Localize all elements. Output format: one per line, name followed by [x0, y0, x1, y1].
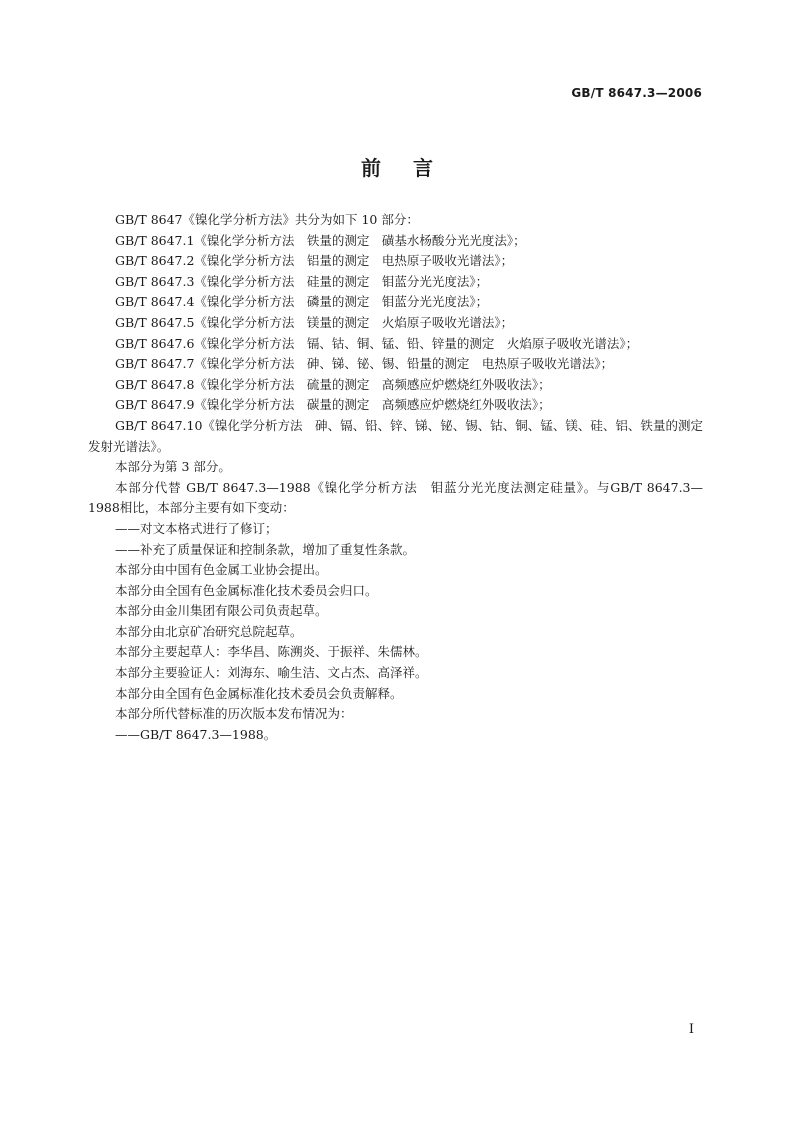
paragraph: GB/T 8647.3《镍化学分析方法 硅量的测定 钼蓝分光光度法》； [115, 273, 489, 289]
paragraph: 本部分由全国有色金属标准化技术委员会负责解释。 [115, 685, 403, 701]
paragraph: ——补充了质量保证和控制条款，增加了重复性条款。 [115, 541, 416, 557]
foreword-body [88, 210, 716, 745]
page-number: I [688, 1022, 694, 1037]
paragraph: 本部分主要起草人：李华昌、陈溯炎、于振祥、朱儒林。 [115, 644, 428, 660]
paragraph: 本部分由北京矿冶研究总院起草。 [115, 623, 303, 639]
paragraph: 本部分为第 3 部分。 [115, 459, 231, 475]
paragraph: 本部分所代替标准的历次版本发布情况为： [115, 706, 353, 722]
paragraph: GB/T 8647.2《镍化学分析方法 铝量的测定 电热原子吸收光谱法》； [115, 253, 514, 269]
paragraph: GB/T 8647.10《镍化学分析方法 砷、镉、铅、锌、锑、铋、锡、钴、铜、锰、镁、硅、铝、铁量的测定 发射光谱法》。 [88, 417, 716, 454]
paragraph: ——GB/T 8647.3—1988。 [115, 726, 277, 742]
paragraph: 本部分由金川集团有限公司负责起草。 [115, 603, 328, 619]
standard-code: GB/T 8647.3—2006 [571, 86, 702, 100]
paragraph: GB/T 8647.1《镍化学分析方法 铁量的测定 磺基水杨酸分光光度法》； [115, 232, 526, 248]
paragraph: GB/T 8647.7《镍化学分析方法 砷、锑、铋、锡、铅量的测定 电热原子吸收光谱法》； [115, 356, 614, 372]
paragraph: GB/T 8647.4《镍化学分析方法 磷量的测定 钼蓝分光光度法》； [115, 294, 489, 310]
paragraph: GB/T 8647.8《镍化学分析方法 硫量的测定 高频感应炉燃烧红外吸收法》； [115, 376, 551, 392]
paragraph: 本部分由全国有色金属标准化技术委员会归口。 [115, 582, 378, 598]
paragraph: GB/T 8647.5《镍化学分析方法 镁量的测定 火焰原子吸收光谱法》； [115, 314, 514, 330]
paragraph: GB/T 8647《镍化学分析方法》共分为如下 10 部分： [115, 212, 419, 227]
paragraph: 本部分主要验证人：刘海东、喻生洁、文占杰、高泽祥。 [115, 665, 428, 681]
paragraph: 本部分由中国有色金属工业协会提出。 [115, 562, 328, 578]
paragraph: GB/T 8647.9《镍化学分析方法 碳量的测定 高频感应炉燃烧红外吸收法》； [115, 397, 551, 413]
page-title: 前言 [361, 156, 465, 180]
paragraph: 本部分代替 GB/T 8647.3—1988《镍化学分析方法 钼蓝分光光度法测定硅量》。与GB/T 8647.3—1988相比，本部分主要有如下变动： [88, 479, 703, 516]
paragraph: ——对文本格式进行了修订； [115, 520, 278, 536]
paragraph: GB/T 8647.6《镍化学分析方法 镉、钴、铜、锰、铅、锌量的测定 火焰原子吸收光谱法》； [115, 335, 639, 351]
